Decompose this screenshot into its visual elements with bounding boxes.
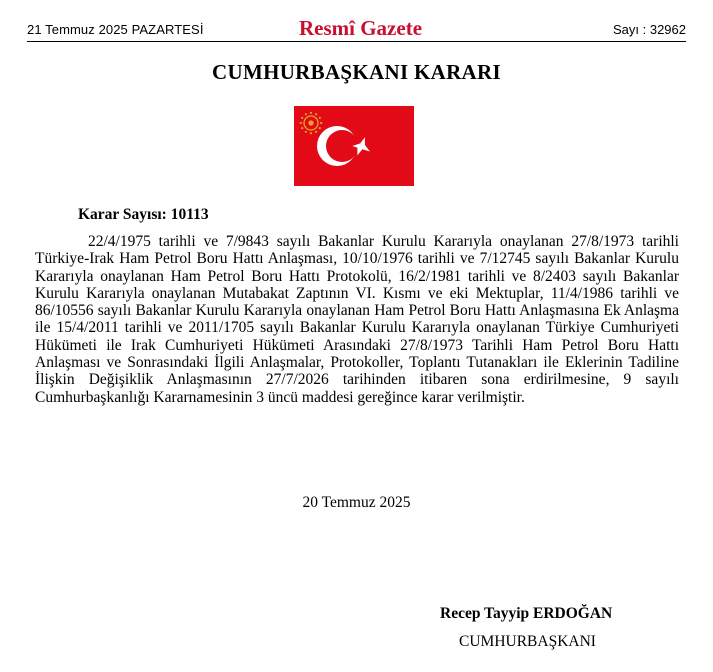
signer-name: Recep Tayyip ERDOĞAN [440, 605, 613, 622]
publication-date: 21 Temmuz 2025 PAZARTESİ [27, 22, 204, 37]
gazette-name: Resmî Gazete [298, 16, 423, 40]
signer-title: CUMHURBAŞKANI [459, 633, 596, 650]
gazette-header [27, 14, 686, 42]
decision-body-text: 22/4/1975 tarihli ve 7/9843 sayılı Bakanlar Kurulu Kararıyla onaylanan 27/8/1973 tarihli Türkiye-Irak Ham Petrol Boru Hattı Anlaşması, 10/10/1976 tarihli ve 7/12745 sayılı Bakanlar Kurulu Kararıyla onaylanan Ham Petrol Boru Hattı Protokolü, 16/2/1981 tarihli ve 8/2403 sayılı Bakanlar Kurulu Kararıyla onaylanan Mutabakat Zaptının VI. Kısmı ve eki Mektuplar, 11/4/1986 tarihli ve 86/10556 sayılı Bakanlar Kurulu Kararıyla onaylanan Ham Petrol Boru Hattı Anlaşmasına Ek Anlaşma ile 15/4/2011 tarihli ve 2011/1705 sayılı Bakanlar Kurulu Kararıyla onaylanan Türkiye Cumhuriyeti Hükümeti ile Irak Cumhuriyeti Hükümeti Arasındaki 27/8/1973 Tarihli Ham Petrol Boru Hattı Anlaşması ve Sonrasındaki İlgili Anlaşmalar, Protokoller, Toplantı Tutanakları ile Eklerinin Tadiline İlişkin Değişiklik Anlaşmasının 27/7/2026 tarihinden itibaren sona erdirilmesine, 9 sayılı Cumhurbaşkanlığı Kararnamesinin 3 üncü maddesi gereğince karar verilmiştir. [35, 233, 679, 406]
turkish-flag-icon [294, 106, 414, 186]
decision-title: CUMHURBAŞKANI KARARI [212, 60, 501, 84]
header-divider [27, 41, 686, 42]
decision-number: Karar Sayısı: 10113 [78, 206, 209, 223]
signature-date: 20 Temmuz 2025 [302, 494, 411, 511]
issue-number: Sayı : 32962 [613, 22, 686, 37]
